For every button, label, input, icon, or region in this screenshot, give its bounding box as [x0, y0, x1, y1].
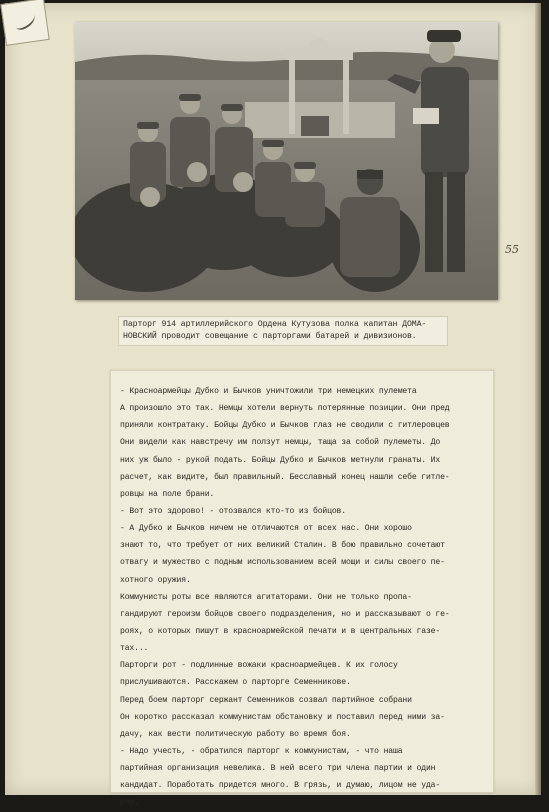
text-line: знают то, что требует от них великий Сталин. В бою правильно сочетают [120, 541, 445, 551]
text-line: Он коротко рассказал коммунистам обстановку и поставил перед ними за- [120, 712, 445, 722]
text-line: отвагу и мужество с подным использованием всей мощи и силы своего пе- [120, 558, 445, 568]
text-line: рим. [120, 798, 139, 808]
caption-line: Парторг 914 артиллерийского Ордена Кутузова полка капитан ДОМА- [123, 320, 427, 329]
text-line: - Надо учесть, - обратился парторг к коммунистам, - что наша [120, 746, 403, 756]
text-line: Коммунисты роты все являются агитаторами. Они не только пропа- [120, 592, 412, 602]
photo-illustration [75, 22, 498, 300]
typed-text-sheet [110, 370, 494, 808]
text-line: прислушиваются. Расскажем о парторге Семенникове. [120, 678, 351, 688]
text-line: Они видели как навстречу им ползут немцы, таща за собой пулеметы. До [120, 438, 441, 448]
album-page [5, 3, 541, 808]
text-line: приняли контратаку. Бойцы Дубко и Бычков глаз не сводили с гитлеровцев [120, 421, 450, 431]
text-line: гандируют героизм бойцов своего подразделения, но и рассказывают о ге- [120, 609, 450, 619]
photo-caption [118, 316, 448, 346]
text-line: партийная организация невелика. В ней всего три члена партии и один [120, 764, 436, 774]
text-line: роях, о которых пишут в красноармейской печати и в центральных газе- [120, 626, 441, 636]
text-line: кандидат. Поработать придется много. В грязь, и думаю, лицом не уда- [120, 781, 441, 791]
text-line: - Красноармейцы Дубко и Бычков уничтожили три немецких пулемета [120, 387, 417, 396]
typed-text-body [120, 383, 486, 812]
page-number: 55 [505, 243, 519, 256]
text-line: ровцы на поле брани. [120, 489, 215, 499]
handwritten-mark-icon [12, 10, 38, 33]
text-line: них уж было - рукой подать. Бойцы Дубко и Бычков метнули гранаты. Их [120, 455, 441, 465]
archival-photo [75, 22, 498, 300]
corner-label-tab [0, 0, 49, 46]
text-line: А произошло это так. Немцы хотели вернуть потерянные позиции. Они пред [120, 404, 450, 414]
text-line: Перед боем парторг сержант Семенников созвал партийное собрани [120, 695, 412, 705]
text-line: - А Дубко и Бычков ничем не отличаются от всех нас. Они хорошо [120, 524, 412, 534]
text-line: расчет, как видите, был правильный. Бесславный конец нашли себе гитле- [120, 472, 450, 482]
text-line: дачу, как вести политическую работу во время боя. [120, 729, 351, 739]
caption-line: НОВСКИЙ проводит совещание с парторгами батарей и дивизионов. [123, 332, 417, 341]
text-line: Парторги рот - подлинные вожаки красноармейцев. К их голосу [120, 661, 398, 671]
text-line: - Вот это здорово! - отозвался кто-то из бойцов. [120, 506, 346, 516]
text-line: тах... [120, 644, 149, 654]
text-line: хотного оружия. [120, 575, 191, 585]
